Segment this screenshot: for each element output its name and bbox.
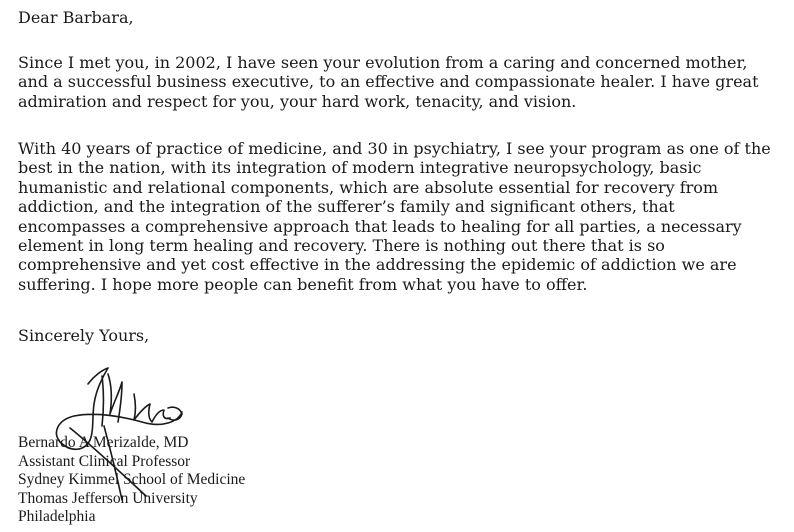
paragraph-2-line: suffering. I hope more people can benefit from what you have to offer. bbox=[18, 274, 588, 294]
paragraph-2-line: encompasses a comprehensive approach that leads to healing for all parties, a necessary bbox=[18, 216, 742, 236]
paragraph-1-line: Since I met you, in 2002, I have seen your evolution from a caring and concerned mother, bbox=[18, 53, 748, 72]
paragraph-2 bbox=[18, 139, 771, 294]
paragraph-2-line: addiction, and the integration of the sufferer’s family and significant others, that bbox=[18, 197, 675, 217]
paragraph-2-line: humanistic and relational components, which are absolute essential for recovery from bbox=[18, 177, 719, 197]
paragraph-2-line: best in the nation, with its integration of modern integrative neuropsychology, basic bbox=[18, 158, 702, 178]
paragraph-1 bbox=[18, 53, 759, 111]
signer-school: Sydney Kimmel School of Medicine bbox=[18, 471, 246, 488]
signer-university: Thomas Jefferson University bbox=[18, 489, 198, 507]
paragraph-1-line: and a successful business executive, to an effective and compassionate healer. I have great bbox=[18, 72, 759, 92]
signer-title: Assistant Clinical Professor bbox=[18, 452, 191, 470]
paragraph-1-line: admiration and respect for you, your hard work, tenacity, and vision. bbox=[18, 91, 577, 111]
signer-city: Philadelphia bbox=[18, 508, 96, 525]
signature-block bbox=[18, 434, 245, 527]
closing: Sincerely Yours, bbox=[18, 326, 150, 345]
salutation: Dear Barbara, bbox=[18, 8, 134, 27]
paragraph-2-line: element in long term healing and recovery. There is nothing out there that is so bbox=[18, 236, 665, 256]
paragraph-2-line: comprehensive and yet cost effective in the addressing the epidemic of addiction we are bbox=[18, 255, 737, 275]
signer-name: Bernardo A Merizalde, MD bbox=[18, 434, 189, 451]
paragraph-2-line: With 40 years of practice of medicine, and 30 in psychiatry, I see your program as one of the bbox=[18, 139, 771, 158]
